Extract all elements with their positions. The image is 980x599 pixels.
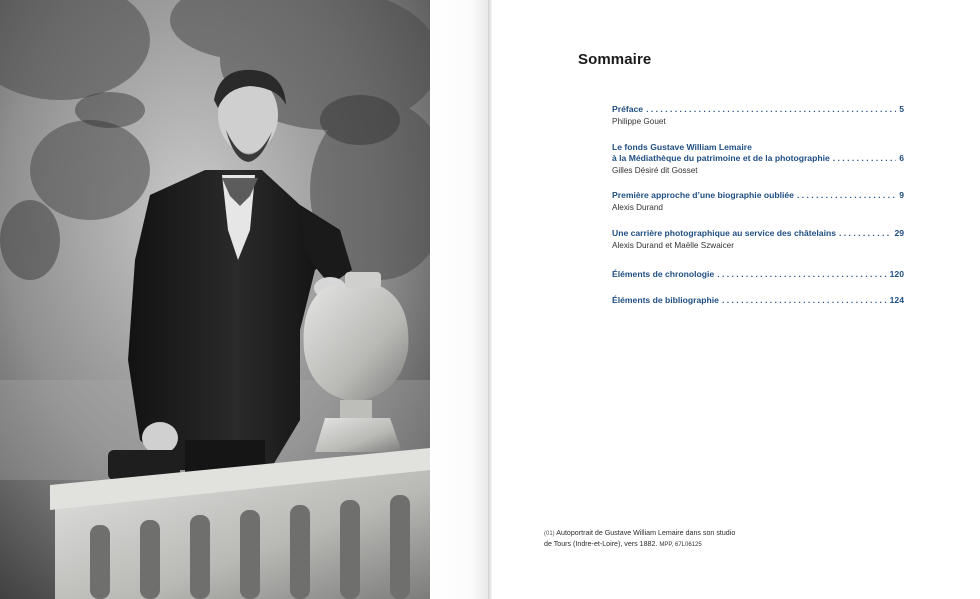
- toc-heading: Sommaire: [578, 51, 652, 68]
- toc-entry[interactable]: [612, 190, 904, 213]
- caption-text-line1: Autoportrait de Gustave William Lemaire dans son studio: [556, 529, 736, 537]
- portrait-photograph: [0, 0, 430, 599]
- toc-entry-title-line1: Le fonds Gustave William Lemaire: [612, 142, 752, 152]
- toc-entry-author: Philippe Gouet: [612, 117, 666, 126]
- dot-leader: [833, 153, 896, 164]
- toc-entry-author: Alexis Durand: [612, 203, 663, 212]
- toc-entry-page: 9: [899, 190, 904, 200]
- dot-leader: [839, 228, 891, 239]
- toc-entry-page: 124: [889, 295, 904, 305]
- dot-leader: [797, 190, 896, 201]
- dot-leader: [717, 269, 886, 280]
- toc-entry-page: 5: [899, 104, 904, 114]
- photograph-image: [0, 0, 430, 599]
- toc-entry[interactable]: [612, 295, 904, 306]
- photo-caption: [544, 528, 774, 550]
- caption-reference: MPP, 67L06125: [659, 542, 702, 548]
- toc-entry-title: Préface: [612, 104, 644, 114]
- toc-entry[interactable]: [612, 269, 904, 280]
- toc-entry-title: à la Médiathèque du patrimoine et de la photographie: [612, 153, 830, 163]
- toc-entry-page: 6: [899, 153, 904, 163]
- caption-text-line2: de Tours (Indre-et-Loire), vers 1882.: [544, 540, 658, 548]
- toc-entry-title: Une carrière photographique au service des châtelains: [612, 228, 836, 238]
- toc-entry-author: Alexis Durand et Maëlle Szwaicer: [612, 241, 734, 250]
- toc-entry[interactable]: [612, 142, 904, 176]
- toc-entry[interactable]: [612, 104, 904, 127]
- toc-entry-title: Éléments de bibliographie: [612, 295, 719, 305]
- toc-entry-title: Première approche d’une biographie oubliée: [612, 190, 794, 200]
- toc-entry[interactable]: [612, 228, 904, 251]
- toc-entry-author: Gilles Désiré dit Gosset: [612, 166, 698, 175]
- caption-number: (01): [544, 531, 555, 537]
- toc-entry-page: 29: [894, 228, 904, 238]
- dot-leader: [722, 295, 887, 306]
- dot-leader: [646, 104, 896, 115]
- page-margin: [430, 0, 488, 599]
- toc-entry-title: Éléments de chronologie: [612, 269, 715, 279]
- toc-entry-page: 120: [889, 269, 904, 279]
